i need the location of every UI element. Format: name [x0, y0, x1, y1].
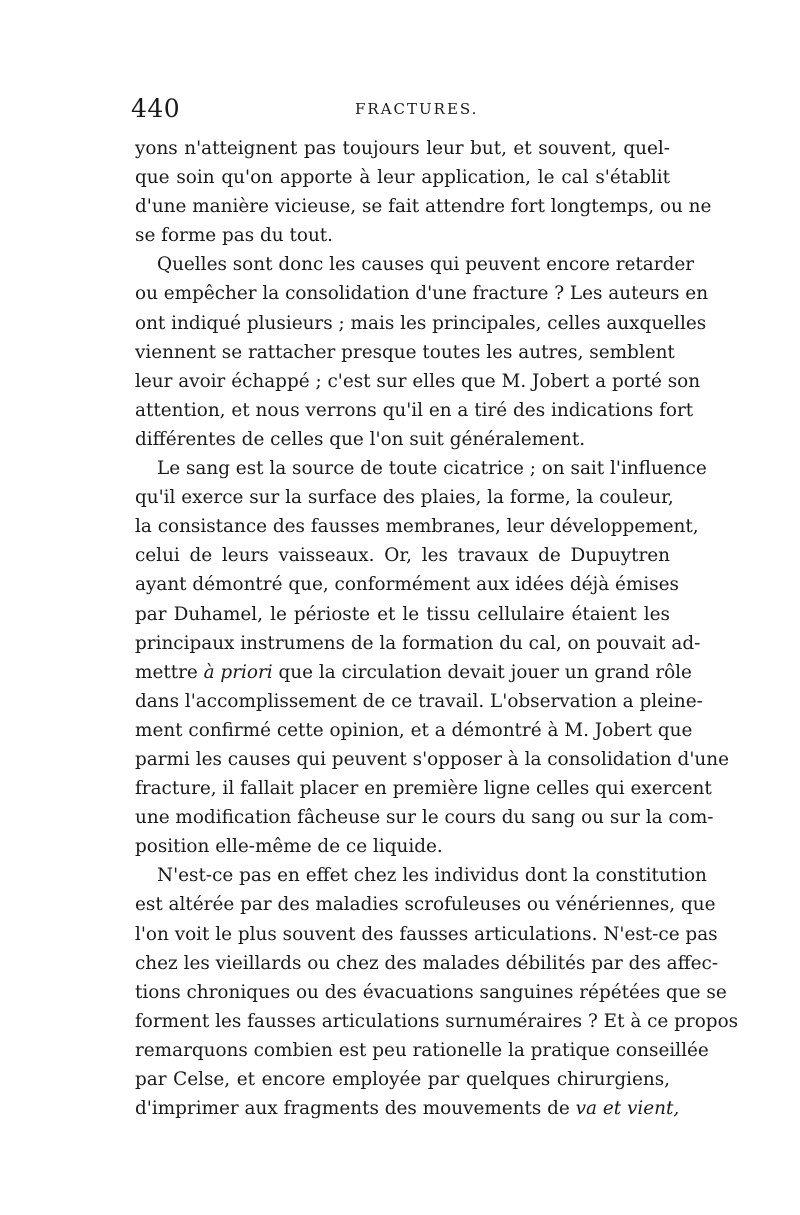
page-number: 440: [131, 94, 181, 123]
text-line: qu'il exerce sur la surface des plaies, la forme, la couleur,: [135, 487, 674, 509]
text-line: une modification fâcheuse sur le cours du sang ou sur la com-: [135, 807, 714, 829]
text-line: N'est-ce pas en effet chez les individus dont la constitution: [157, 865, 707, 887]
text-line: d'une manière vicieuse, se fait attendre fort longtemps, ou ne: [135, 196, 712, 218]
text-line: ou empêcher la consolidation d'une fracture ? Les auteurs en: [135, 283, 709, 305]
text-line: chez les vieillards ou chez des malades débilités par des affec-: [135, 952, 719, 974]
text-line: que soin qu'on apporte à leur application, le cal s'établit: [135, 167, 670, 189]
text-line: ont indiqué plusieurs ; mais les principales, celles auxquelles: [135, 312, 707, 334]
text-line: position elle-même de ce liquide.: [135, 836, 443, 858]
text-line: mettre à priori que la circulation devait jouer un grand rôle: [135, 661, 692, 683]
text-line: celui de leurs vaisseaux. Or, les travaux de Dupuytren: [135, 545, 670, 567]
text-line: parmi les causes qui peuvent s'opposer à la consolidation d'une: [135, 748, 729, 770]
text-line: yons n'atteignent pas toujours leur but, et souvent, quel-: [135, 138, 670, 159]
text-line: fracture, il fallait placer en première ligne celles qui exercent: [135, 778, 712, 800]
text-line: Le sang est la source de toute cicatrice ; on sait l'influence: [157, 458, 707, 480]
paragraph: [135, 134, 712, 250]
text-line: par Celse, et encore employée par quelques chirurgiens,: [135, 1069, 670, 1090]
text-line: principaux instrumens de la formation du cal, on pouvait ad-: [135, 632, 701, 654]
text-line: Quelles sont donc les causes qui peuvent encore retarder: [157, 254, 695, 276]
text-line: est altérée par des maladies scrofuleuses ou vénériennes, que: [135, 894, 716, 916]
text-line: viennent se rattacher presque toutes les autres, semblent: [135, 341, 675, 363]
text-line: dans l'accomplissement de ce travail. L'observation a pleine-: [135, 690, 703, 712]
text-line: d'imprimer aux fragments des mouvements de va et vient,: [135, 1098, 680, 1120]
page-header: [131, 94, 671, 128]
text-line: différentes de celles que l'on suit généralement.: [135, 428, 586, 450]
paragraph: [135, 250, 709, 454]
paragraph: [135, 454, 729, 861]
paragraph: [135, 861, 739, 1123]
text-line: ayant démontré que, conformément aux idées déjà émises: [135, 574, 679, 596]
body-text: [135, 134, 739, 1123]
text-line: leur avoir échappé ; c'est sur elles que M. Jobert a porté son: [135, 370, 701, 392]
text-line: attention, et nous verrons qu'il en a tiré des indications fort: [135, 399, 694, 421]
text-line: ment confirmé cette opinion, et a démontré à M. Jobert que: [135, 719, 693, 741]
text-line: l'on voit le plus souvent des fausses articulations. N'est-ce pas: [135, 923, 718, 945]
text-line: la consistance des fausses membranes, leur développement,: [135, 516, 699, 538]
text-line: se forme pas du tout.: [135, 225, 334, 247]
text-line: par Duhamel, le périoste et le tissu cellulaire étaient les: [135, 603, 670, 625]
text-line: remarquons combien est peu rationelle la pratique conseillée: [135, 1039, 709, 1061]
text-line: forment les fausses articulations surnuméraires ? Et à ce propos: [135, 1010, 739, 1032]
text-line: tions chroniques ou des évacuations sanguines répétées que se: [135, 981, 727, 1003]
running-title: FRACTURES.: [355, 100, 479, 118]
